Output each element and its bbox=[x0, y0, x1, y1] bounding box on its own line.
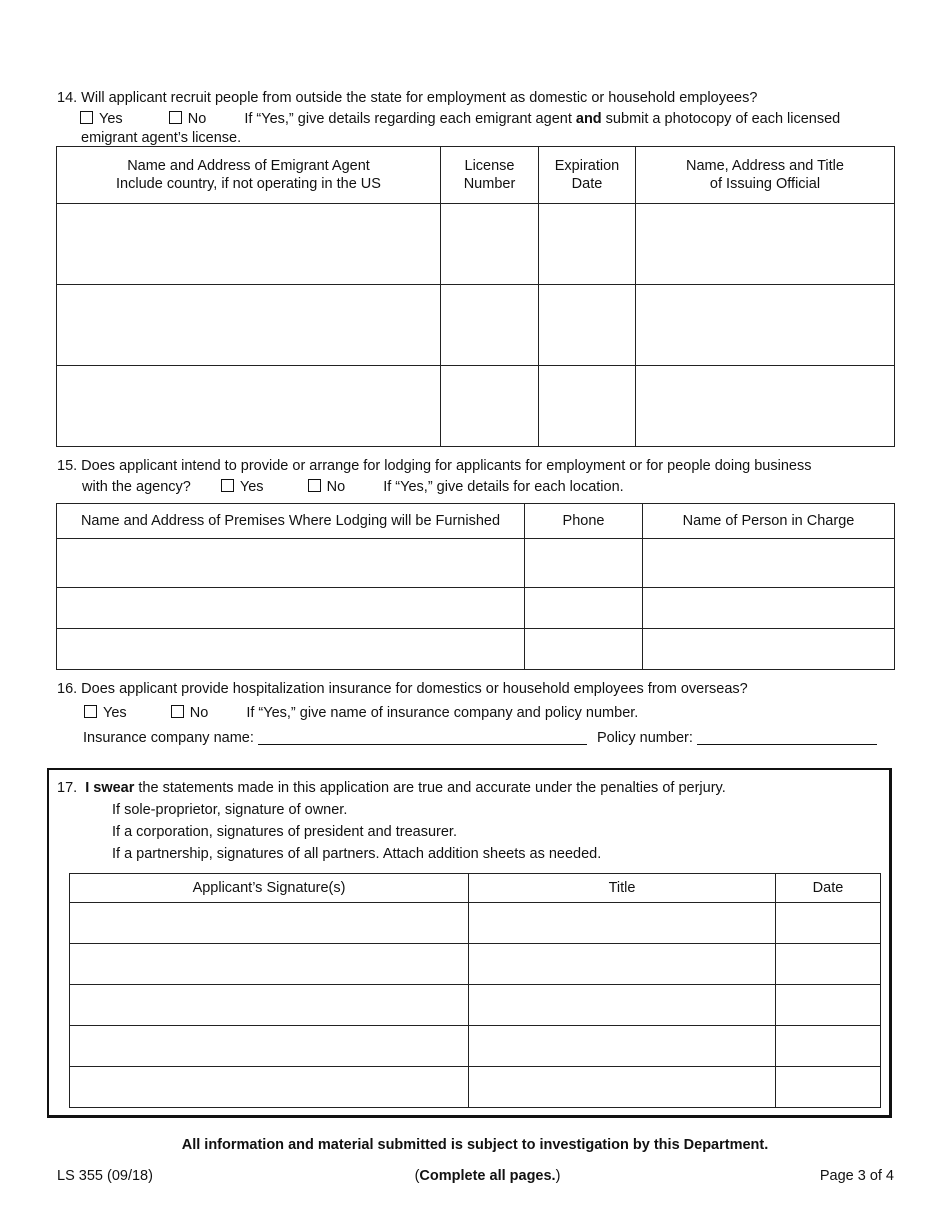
q16-yes-checkbox[interactable] bbox=[84, 705, 97, 718]
q15-yes-label: Yes bbox=[239, 479, 264, 495]
header-issuing-official: Name, Address and Title of Issuing Official bbox=[636, 147, 895, 204]
q14-instruction-b: submit a photocopy of each licensed bbox=[601, 111, 841, 127]
header-license-number: License Number bbox=[441, 147, 539, 204]
person-in-charge-cell[interactable] bbox=[643, 539, 895, 588]
signature-cell[interactable] bbox=[70, 985, 469, 1026]
q14-emigrant-agent-table bbox=[56, 146, 895, 447]
q16-yes-label: Yes bbox=[103, 705, 127, 721]
header-premises: Name and Address of Premises Where Lodging will be Furnished bbox=[57, 504, 525, 539]
premises-cell[interactable] bbox=[57, 629, 525, 670]
signature-cell[interactable] bbox=[70, 903, 469, 944]
q14-instruction-cont: emigrant agent’s license. bbox=[81, 130, 242, 146]
title-cell[interactable] bbox=[469, 944, 776, 985]
q16-options bbox=[84, 704, 638, 722]
date-cell[interactable] bbox=[776, 903, 881, 944]
table-header-row bbox=[57, 504, 895, 539]
q14-question: 14. Will applicant recruit people from outside the state for employment as domestic or household employees? bbox=[57, 90, 758, 106]
complete-all-pages: (Complete all pages.) bbox=[414, 1168, 561, 1184]
date-cell[interactable] bbox=[776, 1067, 881, 1108]
issuing-official-cell[interactable] bbox=[636, 285, 895, 366]
q16-no-checkbox[interactable] bbox=[171, 705, 184, 718]
agent-name-cell[interactable] bbox=[57, 366, 441, 447]
q14-instruction-a: If “Yes,” give details regarding each emigrant agent bbox=[244, 111, 576, 127]
title-cell[interactable] bbox=[469, 1026, 776, 1067]
q15-question-cont: with the agency? bbox=[82, 479, 191, 495]
table-row bbox=[70, 985, 881, 1026]
header-title: Title bbox=[469, 874, 776, 903]
complete-all-pages-bold: Complete all pages. bbox=[419, 1168, 556, 1184]
title-cell[interactable] bbox=[469, 903, 776, 944]
insurance-company-label: Insurance company name: bbox=[83, 730, 254, 746]
page-number: Page 3 of 4 bbox=[819, 1168, 894, 1184]
footer-notice: All information and material submitted is subject to investigation by this Department. bbox=[181, 1137, 769, 1153]
table-row bbox=[70, 903, 881, 944]
date-cell[interactable] bbox=[776, 944, 881, 985]
table-row bbox=[70, 1026, 881, 1067]
q17-number: 17. bbox=[57, 780, 78, 796]
table-header-row bbox=[70, 874, 881, 903]
agent-name-cell[interactable] bbox=[57, 204, 441, 285]
premises-cell[interactable] bbox=[57, 588, 525, 629]
q17-line-corporation: If a corporation, signatures of president and treasurer. bbox=[112, 824, 457, 840]
q14-instruction-bold: and bbox=[575, 111, 602, 127]
policy-number-field[interactable] bbox=[697, 730, 877, 745]
q17-line-sole-proprietor: If sole-proprietor, signature of owner. bbox=[112, 802, 348, 818]
q14-options bbox=[80, 110, 840, 128]
expiration-date-cell[interactable] bbox=[539, 204, 636, 285]
q17-statement-text: the statements made in this application are true and accurate under the penalties of perjury. bbox=[134, 780, 726, 796]
q15-options bbox=[82, 478, 624, 496]
q15-yes-checkbox[interactable] bbox=[221, 479, 234, 492]
phone-cell[interactable] bbox=[525, 588, 643, 629]
table-row bbox=[70, 944, 881, 985]
q15-no-label: No bbox=[326, 479, 346, 495]
table-row bbox=[57, 629, 895, 670]
q17-statement bbox=[57, 779, 726, 797]
table-row bbox=[57, 204, 895, 285]
q15-lodging-table bbox=[56, 503, 895, 670]
date-cell[interactable] bbox=[776, 1026, 881, 1067]
header-expiration-date: Expiration Date bbox=[539, 147, 636, 204]
q14-yes-checkbox[interactable] bbox=[80, 111, 93, 124]
q17-swear-bold: I swear bbox=[85, 780, 135, 796]
date-cell[interactable] bbox=[776, 985, 881, 1026]
q15-question: 15. Does applicant intend to provide or arrange for lodging for applicants for employment or for people doing business bbox=[57, 458, 812, 474]
q15-instruction: If “Yes,” give details for each location. bbox=[383, 479, 624, 495]
license-number-cell[interactable] bbox=[441, 285, 539, 366]
signature-cell[interactable] bbox=[70, 1067, 469, 1108]
agent-name-cell[interactable] bbox=[57, 285, 441, 366]
expiration-date-cell[interactable] bbox=[539, 366, 636, 447]
premises-cell[interactable] bbox=[57, 539, 525, 588]
q16-no-label: No bbox=[189, 705, 209, 721]
title-cell[interactable] bbox=[469, 1067, 776, 1108]
q16-question: 16. Does applicant provide hospitalization insurance for domestics or household employees from overseas? bbox=[57, 681, 748, 697]
header-agent-name: Name and Address of Emigrant Agent Include country, if not operating in the US bbox=[57, 147, 441, 204]
q17-signature-table bbox=[69, 873, 881, 1108]
phone-cell[interactable] bbox=[525, 539, 643, 588]
person-in-charge-cell[interactable] bbox=[643, 629, 895, 670]
issuing-official-cell[interactable] bbox=[636, 204, 895, 285]
expiration-date-cell[interactable] bbox=[539, 285, 636, 366]
policy-number-label: Policy number: bbox=[596, 730, 693, 746]
title-cell[interactable] bbox=[469, 985, 776, 1026]
signature-cell[interactable] bbox=[70, 1026, 469, 1067]
table-row bbox=[57, 539, 895, 588]
phone-cell[interactable] bbox=[525, 629, 643, 670]
q17-line-partnership: If a partnership, signatures of all partners. Attach addition sheets as needed. bbox=[112, 846, 602, 862]
q14-yes-label: Yes bbox=[99, 111, 123, 127]
header-person-in-charge: Name of Person in Charge bbox=[643, 504, 895, 539]
license-number-cell[interactable] bbox=[441, 204, 539, 285]
header-date: Date bbox=[776, 874, 881, 903]
signature-cell[interactable] bbox=[70, 944, 469, 985]
q15-no-checkbox[interactable] bbox=[308, 479, 321, 492]
table-row bbox=[57, 588, 895, 629]
table-row bbox=[70, 1067, 881, 1108]
q16-insurance-line bbox=[83, 729, 877, 747]
q16-instruction: If “Yes,” give name of insurance company and policy number. bbox=[246, 705, 639, 721]
q14-no-checkbox[interactable] bbox=[169, 111, 182, 124]
person-in-charge-cell[interactable] bbox=[643, 588, 895, 629]
form-id: LS 355 (09/18) bbox=[57, 1168, 153, 1184]
header-phone: Phone bbox=[525, 504, 643, 539]
header-signature: Applicant’s Signature(s) bbox=[70, 874, 469, 903]
q14-no-label: No bbox=[187, 111, 207, 127]
table-row bbox=[57, 285, 895, 366]
insurance-company-field[interactable] bbox=[258, 730, 587, 745]
table-row bbox=[57, 366, 895, 447]
table-header-row bbox=[57, 147, 895, 204]
license-number-cell[interactable] bbox=[441, 366, 539, 447]
issuing-official-cell[interactable] bbox=[636, 366, 895, 447]
